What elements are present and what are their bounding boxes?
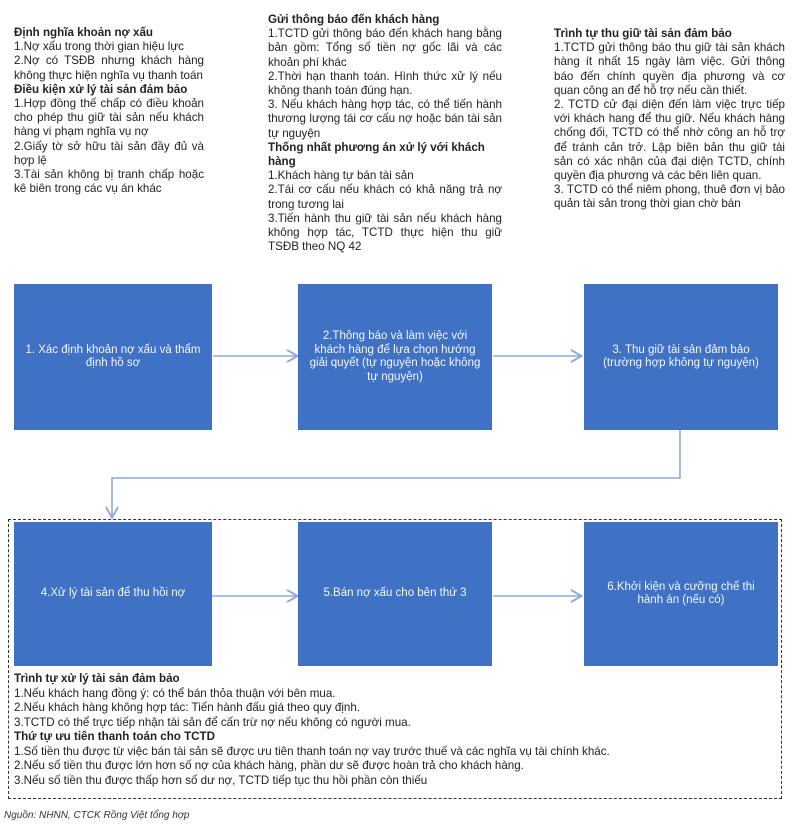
- step-2-box: 2.Thông báo và làm việc với khách hàng để lựa chọn hướng giải quyết (tự nguyện hoặc không tự nguyện): [298, 284, 492, 430]
- seizure-item: 3. TCTD có thể niêm phong, thuê đơn vị bảo quản tài sản trong thời gian chờ bán: [554, 183, 785, 211]
- asset-handling-item: 1.Nếu khách hang đồng ý: có thể bán thỏa thuận với bên mua.: [14, 686, 336, 700]
- condition-item: 1.Hợp đồng thế chấp có điều khoản cho phép thu giữ tài sản nếu khách hàng vi phạm nghĩa vụ nợ: [14, 97, 204, 139]
- heading-asset-handling: Trình tự xử lý tài sản đảm bảo: [14, 672, 180, 685]
- payment-priority-item: 3.Nếu số tiền thu được thấp hơn số dư nợ, TCTD tiếp tục thu hồi phần còn thiếu: [14, 773, 428, 787]
- heading-seizure: Trình tự thu giữ tài sản đảm bảo: [554, 27, 732, 40]
- payment-priority-item: 1.Số tiền thu được từ việc bán tài sản sẽ được ưu tiên thanh toán nợ vay trước thuế và các nghĩa vụ tài chính khác.: [14, 744, 610, 758]
- asset-handling-item: 3.TCTD có thể trực tiếp nhận tài sản để cấn trừ nợ nếu không có người mua.: [14, 715, 411, 729]
- notice-item: 3. Nếu khách hàng hợp tác, có thể tiến hành thương lượng tái cơ cấu nợ hoặc bán tài sản tự nguyện: [268, 98, 502, 140]
- step-6-box: 6.Khởi kiện và cưỡng chế thi hành án (nếu có): [584, 522, 778, 666]
- source-note: Nguồn: NHNN, CTCK Rồng Việt tổng hợp: [4, 810, 190, 821]
- arrow-3-4: [112, 430, 680, 516]
- agreement-item: 1.Khách hàng tự bán tài sản: [268, 169, 414, 183]
- heading-conditions: Điều kiện xử lý tài sản đảm bảo: [14, 82, 188, 96]
- step-1-box: 1. Xác định khoản nợ xấu và thẩm định hồ sơ: [14, 284, 212, 430]
- heading-agreement: Thống nhất phương án xử lý với khách hàng: [268, 140, 485, 169]
- heading-payment-priority: Thứ tự ưu tiên thanh toán cho TCTD: [14, 730, 215, 743]
- bottom-text: [14, 672, 784, 788]
- definition-item: 1.Nợ xấu trong thời gian hiệu lực: [14, 40, 184, 54]
- agreement-item: 3.Tiến hành thu giữ tài sản nếu khách hàng không hợp tác, TCTD thực hiện thu giữ TSĐB theo NQ 42: [268, 211, 502, 254]
- heading-definition: Định nghĩa khoản nợ xấu: [14, 26, 154, 39]
- seizure-item: 2. TCTD cử đại diện đến làm việc trực tiếp với khách hang để thu giữ. Nếu khách hàng chống đối, TCTD có thể nhờ công an hỗ trợ để tránh cản trở. Lập biên bản thu giữ tài sản có xác nhận của đại diện TCTD, chính quyền địa phương và các bên liên quan.: [554, 98, 785, 183]
- step-4-box: 4.Xử lý tài sản để thu hồi nợ: [14, 522, 212, 666]
- definition-item: 2.Nợ có TSĐB nhưng khách hàng không thực hiện nghĩa vụ thanh toán: [14, 54, 204, 82]
- notice-item: 2.Thời hạn thanh toán. Hình thức xử lý nếu không thanh toán đúng hạn.: [268, 69, 502, 98]
- heading-notice: Gửi thông báo đến khách hàng: [268, 13, 440, 26]
- asset-handling-item: 2.Nếu khách hàng không hợp tác: Tiến hành đấu giá theo quy định.: [14, 701, 361, 714]
- condition-item: 3.Tài sản không bị tranh chấp hoặc kê biên trong các vụ án khác: [14, 168, 204, 196]
- notice-item: 1.TCTD gửi thông báo đến khách hang bằng bản gồm: Tổng số tiền nợ gốc lãi và các khoản phí khác: [268, 27, 502, 69]
- agreement-item: 2.Tái cơ cấu nếu khách có khả năng trả nợ trong tương lai: [268, 183, 502, 211]
- payment-priority-item: 2.Nếu số tiền thu được lớn hơn số nợ của khách hàng, phần dư sẽ được hoàn trả cho khách hàng.: [14, 759, 524, 772]
- step-3-box: 3. Thu giữ tài sản đảm bảo (trường hợp không tự nguyện): [584, 284, 778, 430]
- condition-item: 2.Giấy tờ sở hữu tài sản đầy đủ và hợp lệ: [14, 139, 204, 167]
- seizure-item: 1.TCTD gửi thông báo thu giữ tài sản khách hàng ít nhất 15 ngày làm việc. Gửi thông báo đến chính quyền địa phương và cơ quan công an để hỗ trợ nếu cần thiết.: [554, 41, 785, 97]
- step-5-box: 5.Bán nợ xấu cho bên thứ 3: [298, 522, 492, 666]
